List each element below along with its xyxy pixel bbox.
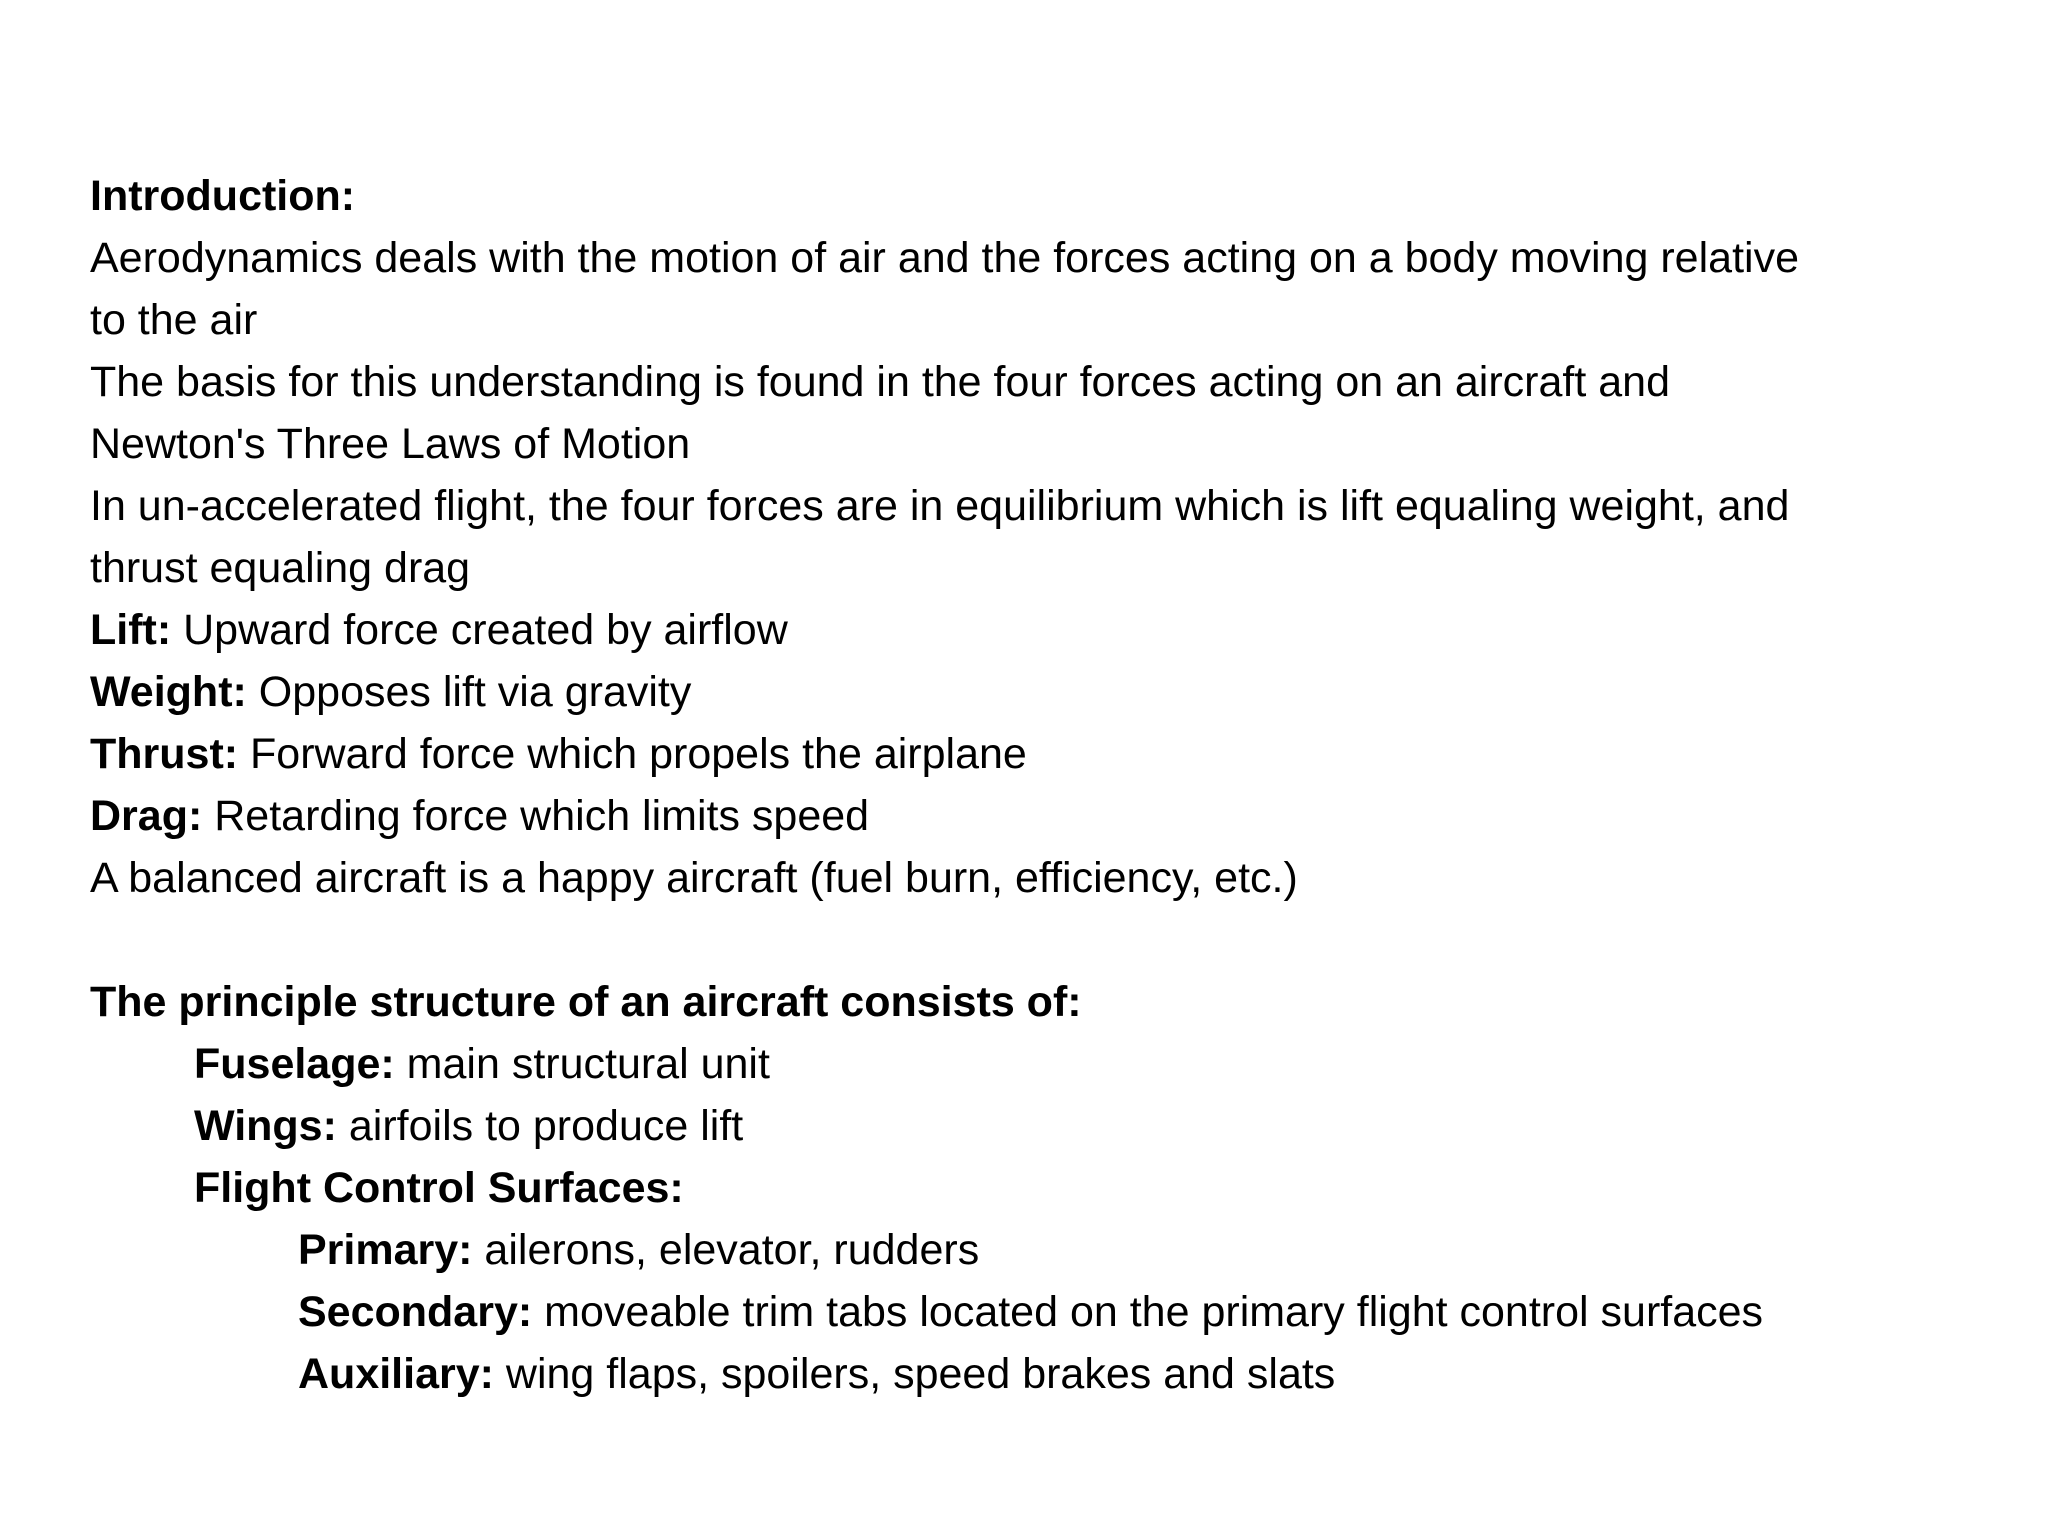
structure-desc: main structural unit — [394, 1040, 770, 1088]
structure-heading: The principle structure of an aircraft consists of: — [90, 978, 1082, 1026]
fcs-heading: Flight Control Surfaces: — [194, 1164, 684, 1212]
force-term: Weight: — [90, 668, 247, 716]
fcs-desc: moveable trim tabs located on the primary flight control surfaces — [532, 1288, 1764, 1336]
fcs-item-auxiliary — [90, 1343, 2010, 1405]
intro-para2-line2: Newton's Three Laws of Motion — [90, 420, 691, 468]
force-lift — [90, 599, 2010, 661]
intro-para1-line1: Aerodynamics deals with the motion of air and the forces acting on a body moving relative — [90, 234, 1799, 282]
fcs-term: Auxiliary: — [298, 1350, 494, 1398]
structure-desc: airfoils to produce lift — [336, 1102, 744, 1150]
force-drag — [90, 785, 2010, 847]
force-term: Drag: — [90, 792, 203, 840]
force-term: Lift: — [90, 606, 172, 654]
fcs-term: Secondary: — [298, 1288, 533, 1336]
force-desc: Upward force created by airflow — [171, 606, 788, 654]
intro-heading: Introduction: — [90, 172, 356, 220]
intro-para3-line2: thrust equaling drag — [90, 544, 471, 592]
force-desc: Opposes lift via gravity — [246, 668, 692, 716]
structure-item-fuselage — [90, 1033, 2010, 1095]
fcs-item-secondary — [90, 1281, 2010, 1343]
fcs-item-primary — [90, 1219, 2010, 1281]
fcs-desc: wing flaps, spoilers, speed brakes and slats — [493, 1350, 1336, 1398]
structure-term: Wings: — [194, 1102, 337, 1150]
force-thrust — [90, 723, 2010, 785]
force-term: Thrust: — [90, 730, 239, 778]
force-desc: Retarding force which limits speed — [202, 792, 870, 840]
intro-para3-line1: In un-accelerated flight, the four forces are in equilibrium which is lift equaling weight, and — [90, 482, 1790, 530]
fcs-desc: ailerons, elevator, rudders — [472, 1226, 980, 1274]
force-desc: Forward force which propels the airplane — [238, 730, 1027, 778]
section-gap — [90, 909, 2010, 971]
intro-para1-line2: to the air — [90, 296, 258, 344]
fcs-term: Primary: — [298, 1226, 473, 1274]
balanced-note: A balanced aircraft is a happy aircraft (fuel burn, efficiency, etc.) — [90, 854, 1298, 902]
intro-para2-line1: The basis for this understanding is found in the four forces acting on an aircraft and — [90, 358, 1670, 406]
structure-item-wings — [90, 1095, 2010, 1157]
force-weight — [90, 661, 2010, 723]
slide-content — [90, 165, 2010, 1405]
structure-term: Fuselage: — [194, 1040, 395, 1088]
